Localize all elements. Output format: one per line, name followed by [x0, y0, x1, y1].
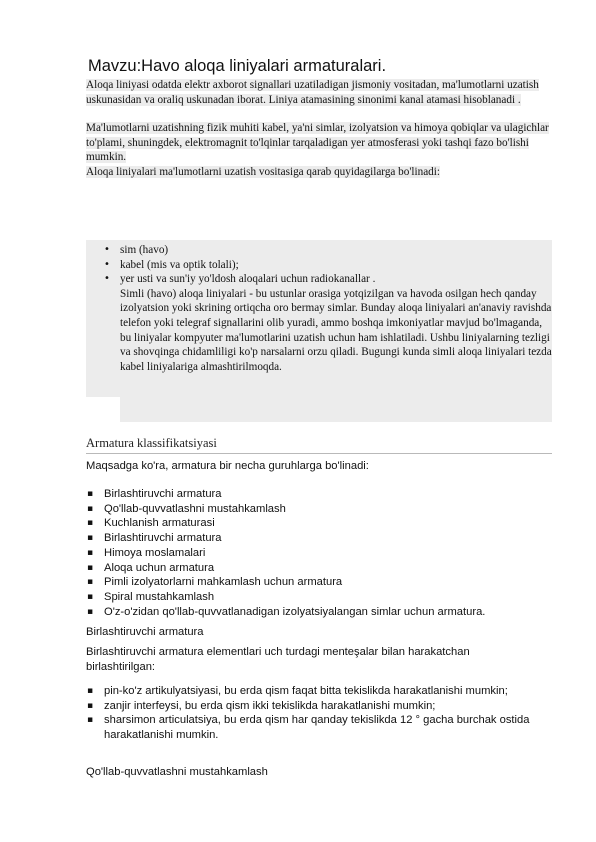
list-item: ▪ sharsimon articulatsiya, bu erda qism har qanday tekislikda 12 ° gacha burchak ostida harakatlanishi mumkin.	[86, 713, 552, 742]
intro-paragraph-1: Aloqa liniyasi odatda elektr axborot signallari uzatiladigan jismoniy vositadan, ma'lumotlarni uzatish uskunasidan va oraliq uskunadan iborat. Liniya atamasining sinonimi kanal atamasi hisoblanadi .	[86, 79, 539, 106]
subheading-connecting: Birlashtiruvchi armatura	[86, 626, 204, 638]
list-item: • kabel (mis va optik tolali);	[104, 258, 552, 273]
list-item-text: yer usti va sun'iy yo'ldosh aloqalari uchun radiokanallar .	[120, 273, 376, 286]
list-item: ▪ Aloqa uchun armatura	[86, 561, 552, 576]
intro-section	[86, 78, 556, 180]
hinge-types-list	[86, 684, 552, 743]
intro-paragraph-2: Ma'lumotlarni uzatishning fizik muhiti kabel, ya'ni simlar, izolyatsion va himoya qobiqlar va ulagichlar to'plami, shuningdek, elektromagnit to'lqinlar tarqaladigan yer atmosferasi yoki tashqi fazo bo'lishi mumkin.	[86, 122, 549, 164]
list-item: ▪ Pimli izolyatorlarni mahkamlash uchun armatura	[86, 575, 552, 590]
intro-paragraph-3: Aloqa liniyalari ma'lumotlarni uzatish vositasiga qarab quyidagilarga bo'linadi:	[86, 165, 440, 178]
list-item: ▪ O'z-o'zidan qo'llab-quvvatlanadigan izolyatsiyalangan simlar uchun armatura.	[86, 605, 552, 620]
block-notch	[86, 397, 120, 422]
list-item: ▪ zanjir interfeysi, bu erda qism ikki tekislikda harakatlanishi mumkin;	[86, 699, 552, 714]
list-item: ▪ Spiral mustahkamlash	[86, 590, 552, 605]
list-item: ▪ pin-ko'z artikulyatsiyasi, bu erda qism faqat bitta tekislikda harakatlanishi mumkin;	[86, 684, 552, 699]
list-item: ▪ Birlashtiruvchi armatura	[86, 487, 552, 502]
list-item: • sim (havo)	[104, 243, 552, 258]
wired-lines-note: Simli (havo) aloqa liniyalari - bu ustunlar orasiga yotqizilgan va havoda osilgan hech qanday izolyatsion yoki skrining ortiqcha oro bermay simlar. Bunday aloqa liniyalari an'anaviy ravishda telefon yoki telegraf signallarini olib yuradi, ammo boshqa imkoniyatlar mavjud bo'lmaganda, bu liniyalar kompyuter ma'lumotlarini uzatish uchun ham ishlatiladi. Ushbu liniyalarning tezligi va shovqinga chidamliligi ko'p narsalarni orzu qiladi. Bugungi kunda simli aloqa liniyalari tezda kabel liniyalariga almashtirilmoqda.	[120, 287, 552, 373]
section-heading: Armatura klassifikatsiyasi	[86, 436, 552, 454]
list-item: ▪ Birlashtiruvchi armatura	[86, 531, 552, 546]
classification-list	[86, 487, 552, 619]
list-item: ▪ Himoya moslamalari	[86, 546, 552, 561]
list-item: ▪ Kuchlanish armaturasi	[86, 516, 552, 531]
page-title: Mavzu:Havo aloqa liniyalari armaturalari.	[88, 57, 387, 75]
classification-lead: Maqsadga ko'ra, armatura bir necha guruhlarga bo'linadi:	[86, 460, 369, 472]
connecting-paragraph: Birlashtiruvchi armatura elementlari uch turdagi menteşalar bilan harakatchan birlashtirilgan:	[86, 646, 470, 673]
line-types-list	[104, 243, 552, 374]
subheading-support: Qo'llab-quvvatlashni mustahkamlash	[86, 766, 268, 778]
list-item: ▪ Qo'llab-quvvatlashni mustahkamlash	[86, 502, 552, 517]
list-item	[104, 272, 552, 374]
